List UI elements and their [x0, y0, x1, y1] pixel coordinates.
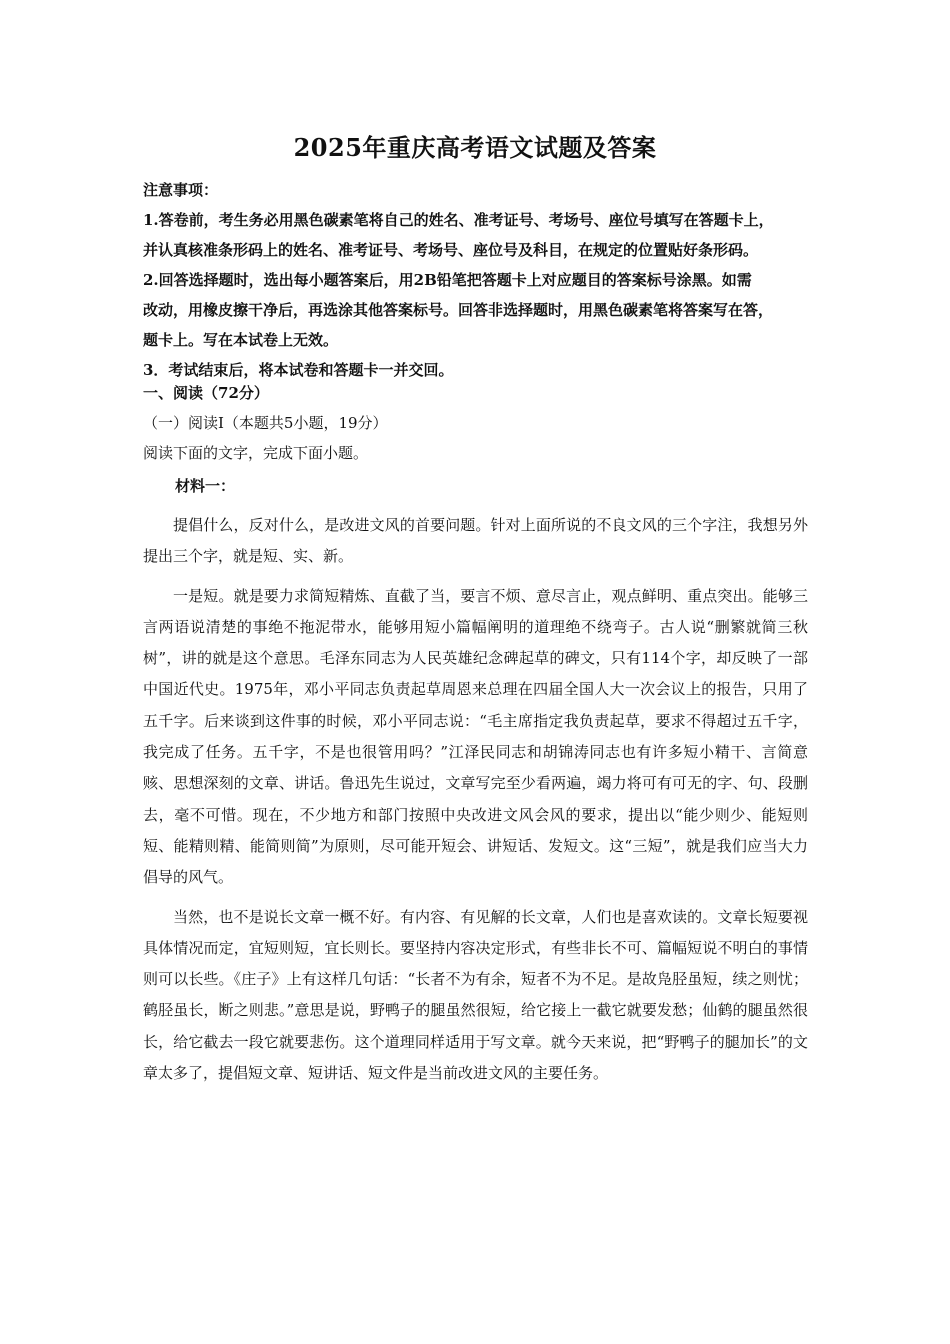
- section-instruction: 阅读下面的文字，完成下面小题。: [143, 444, 369, 462]
- notes-line: 1.答卷前，考生务必用黑色碳素笔将自己的姓名、准考证号、考场号、座位号填写在答题卡上，: [143, 211, 774, 229]
- notes-block: [143, 175, 815, 385]
- material-label: 材料一：: [175, 477, 236, 495]
- paragraph: 一是短。就是要力求简短精炼、直截了当，要言不烦、意尽言止，观点鲜明、重点突出。能够三言两语说清楚的事绝不拖泥带水，能够用短小篇幅阐明的道理绝不绕弯子。古人说“删繁就简三秋树”，讲的就是这个意思。毛泽东同志为人民英雄纪念碑起草的碑文，只有114个字，却反映了一部中国近代史。1975年，邓小平同志负责起草周恩来总理在四届全国人大一次会议上的报告，只用了五千字。后来谈到这件事的时候，邓小平同志说：“毛主席指定我负责起草，要求不得超过五千字，我完成了任务。五千字，不是也很管用吗？”江泽民同志和胡锦涛同志也有许多短小精干、言简意赅、思想深刻的文章、讲话。鲁迅先生说过，文章写完至少看两遍，竭力将可有可无的字、句、段删去，毫不可惜。现在，不少地方和部门按照中央改进文风会风的要求，提出以“能少则少、能短则短、能精则精、能简则简”为原则，尽可能开短会、讲短话、发短文。这“三短”，就是我们应当大力倡导的风气。: [143, 586, 808, 887]
- paragraph: 提倡什么，反对什么，是改进文风的首要问题。针对上面所说的不良文风的三个字注，我想另外提出三个字，就是短、实、新。: [143, 516, 808, 566]
- notes-line: 2.回答选择题时，选出每小题答案后，用2B铅笔把答题卡上对应题目的答案标号涂黑。如需: [143, 271, 752, 289]
- notes-line: 改动，用橡皮擦干净后，再选涂其他答案标号。回答非选择题时，用黑色碳素笔将答案写在答，: [143, 301, 774, 319]
- section-block: [143, 378, 815, 468]
- paragraph: 当然，也不是说长文章一概不好。有内容、有见解的长文章，人们也是喜欢读的。文章长短要视具体情况而定，宜短则短，宜长则长。要坚持内容决定形式，有些非长不可、篇幅短说不明白的事情则可以长些。《庄子》上有这样几句话：“长者不为有余，短者不为不足。是故凫胫虽短，续之则忧；鹤胫虽长，断之则悲。”意思是说，野鸭子的腿虽然很短，给它接上一截它就要发愁；仙鹤的腿虽然很长，给它截去一段它就要悲伤。这个道理同样适用于写文章。就今天来说，把“野鸭子的腿加长”的文章太多了，提倡短文章、短讲话、短文件是当前改进文风的主要任务。: [143, 907, 808, 1083]
- section-heading: 一、阅读（72分）: [143, 384, 269, 402]
- notes-line: 3．考试结束后，将本试卷和答题卡一并交回。: [143, 361, 454, 379]
- material-text: [143, 510, 808, 1097]
- notes-line: 题卡上。写在本试卷上无效。: [143, 331, 339, 349]
- section-subheading: （一）阅读Ⅰ（本题共5小题，19分）: [143, 414, 388, 432]
- page-title: 2025年重庆高考语文试题及答案: [293, 133, 657, 162]
- notes-heading: 注意事项：: [143, 181, 219, 199]
- notes-line: 并认真核准条形码上的姓名、准考证号、考场号、座位号及科目，在规定的位置贴好条形码。: [143, 241, 759, 259]
